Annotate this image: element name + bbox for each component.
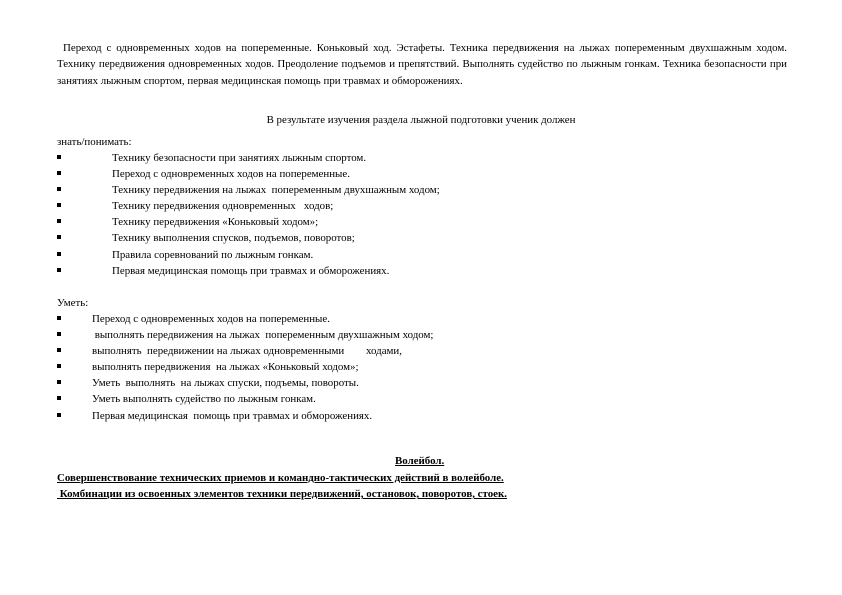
volleyball-title: Волейбол.: [395, 455, 445, 467]
bullet-icon: [57, 332, 61, 336]
know-label: знать/понимать:: [57, 136, 132, 148]
bullet-icon: [57, 396, 61, 400]
volleyball-line-1: Совершенствование технических приемов и командно-тактических действий в волейболе.: [57, 472, 504, 484]
bullet-icon: [57, 171, 61, 175]
intro-paragraph: Переход с одновременных ходов на попеременные. Коньковый ход. Эстафеты. Техника передвижения на лыжах попеременным двухшажным ходом. Технику передвижения одновременных ходов. Преодоление подъемов и препятствий. Выполнять судейство по лыжным гонкам. Техника безопасности при занятиях лыжным спортом, первая медицинская помощь при травмах и обморожениях.: [57, 42, 787, 87]
section-subheading: В результате изучения раздела лыжной подготовки ученик должен: [266, 114, 576, 126]
bullet-icon: [57, 155, 61, 159]
volleyball-line-2: Комбинации из освоенных элементов техники передвижений, остановок, поворотов, стоек.: [57, 488, 507, 500]
bullet-icon: [57, 380, 61, 384]
bullet-icon: [57, 364, 61, 368]
bullet-icon: [57, 316, 61, 320]
bullet-icon: [57, 235, 61, 239]
can-label: Уметь:: [57, 297, 89, 309]
bullet-icon: [57, 268, 61, 272]
bullet-icon: [57, 203, 61, 207]
bullet-icon: [57, 413, 61, 417]
bullet-icon: [57, 187, 61, 191]
bullet-icon: [57, 219, 61, 223]
bullet-icon: [57, 252, 61, 256]
bullet-icon: [57, 348, 61, 352]
